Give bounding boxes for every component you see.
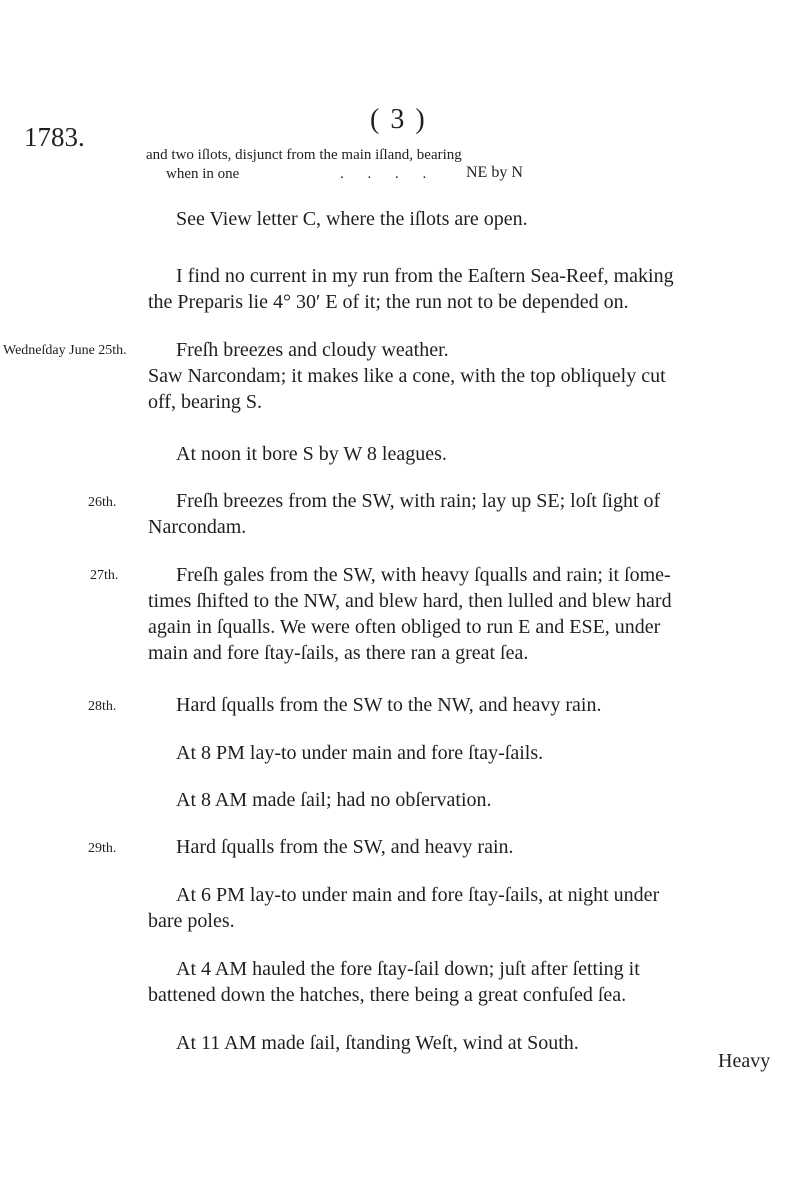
text-line: the Preparis lie 4° 30′ E of it; the run not to be depended on. — [148, 291, 629, 313]
page-number: ( 3 ) — [370, 104, 427, 135]
leader-dots: . . . . — [340, 166, 437, 182]
margin-date: 28th. — [88, 699, 117, 714]
catchword: Heavy — [718, 1050, 771, 1072]
text-line: At noon it bore S by W 8 leagues. — [176, 443, 447, 465]
bearing-value: NE by N — [466, 164, 523, 181]
text-line: Freſh gales from the SW, with heavy ſqualls and rain; it ſome- — [176, 564, 671, 586]
text-line: At 4 AM hauled the fore ſtay-ſail down; juſt after ſetting it — [176, 958, 640, 980]
text-line: Saw Narcondam; it makes like a cone, with the top obliquely cut — [148, 365, 666, 387]
margin-date: 29th. — [88, 841, 117, 856]
text-line: and two iſlots, disjunct from the main iſland, bearing — [146, 147, 462, 163]
margin-date: Wedneſday June 25th. — [3, 343, 127, 358]
text-line: I find no current in my run from the Eaſtern Sea-Reef, making — [176, 265, 674, 287]
year-heading: 1783. — [24, 122, 85, 152]
text-line: At 8 AM made ſail; had no obſervation. — [176, 789, 492, 811]
margin-date: 26th. — [88, 495, 117, 510]
text-line: Narcondam. — [148, 516, 247, 538]
text-line: Hard ſqualls from the SW, and heavy rain. — [176, 836, 514, 858]
text-line: off, bearing S. — [148, 391, 263, 413]
text-line: At 8 PM lay-to under main and fore ſtay-ſails. — [176, 742, 544, 764]
text-line: again in ſqualls. We were often obliged to run E and ESE, under — [148, 616, 661, 638]
text-line: At 11 AM made ſail, ſtanding Weſt, wind at South. — [176, 1032, 579, 1054]
text-line: when in one — [166, 166, 240, 182]
text-line: Freſh breezes from the SW, with rain; lay up SE; loſt ſight of — [176, 490, 661, 512]
text-line: See View letter C, where the iſlots are open. — [176, 208, 528, 230]
margin-date: 27th. — [90, 568, 119, 583]
text-line: At 6 PM lay-to under main and fore ſtay-ſails, at night under — [176, 884, 660, 906]
text-line: times ſhifted to the NW, and blew hard, then lulled and blew hard — [148, 590, 672, 612]
text-line: Hard ſqualls from the SW to the NW, and heavy rain. — [176, 694, 602, 716]
text-line: main and fore ſtay-ſails, as there ran a great ſea. — [148, 642, 529, 664]
text-line: battened down the hatches, there being a great confuſed ſea. — [148, 984, 627, 1006]
text-line: Freſh breezes and cloudy weather. — [176, 339, 449, 361]
text-line: bare poles. — [148, 910, 235, 932]
